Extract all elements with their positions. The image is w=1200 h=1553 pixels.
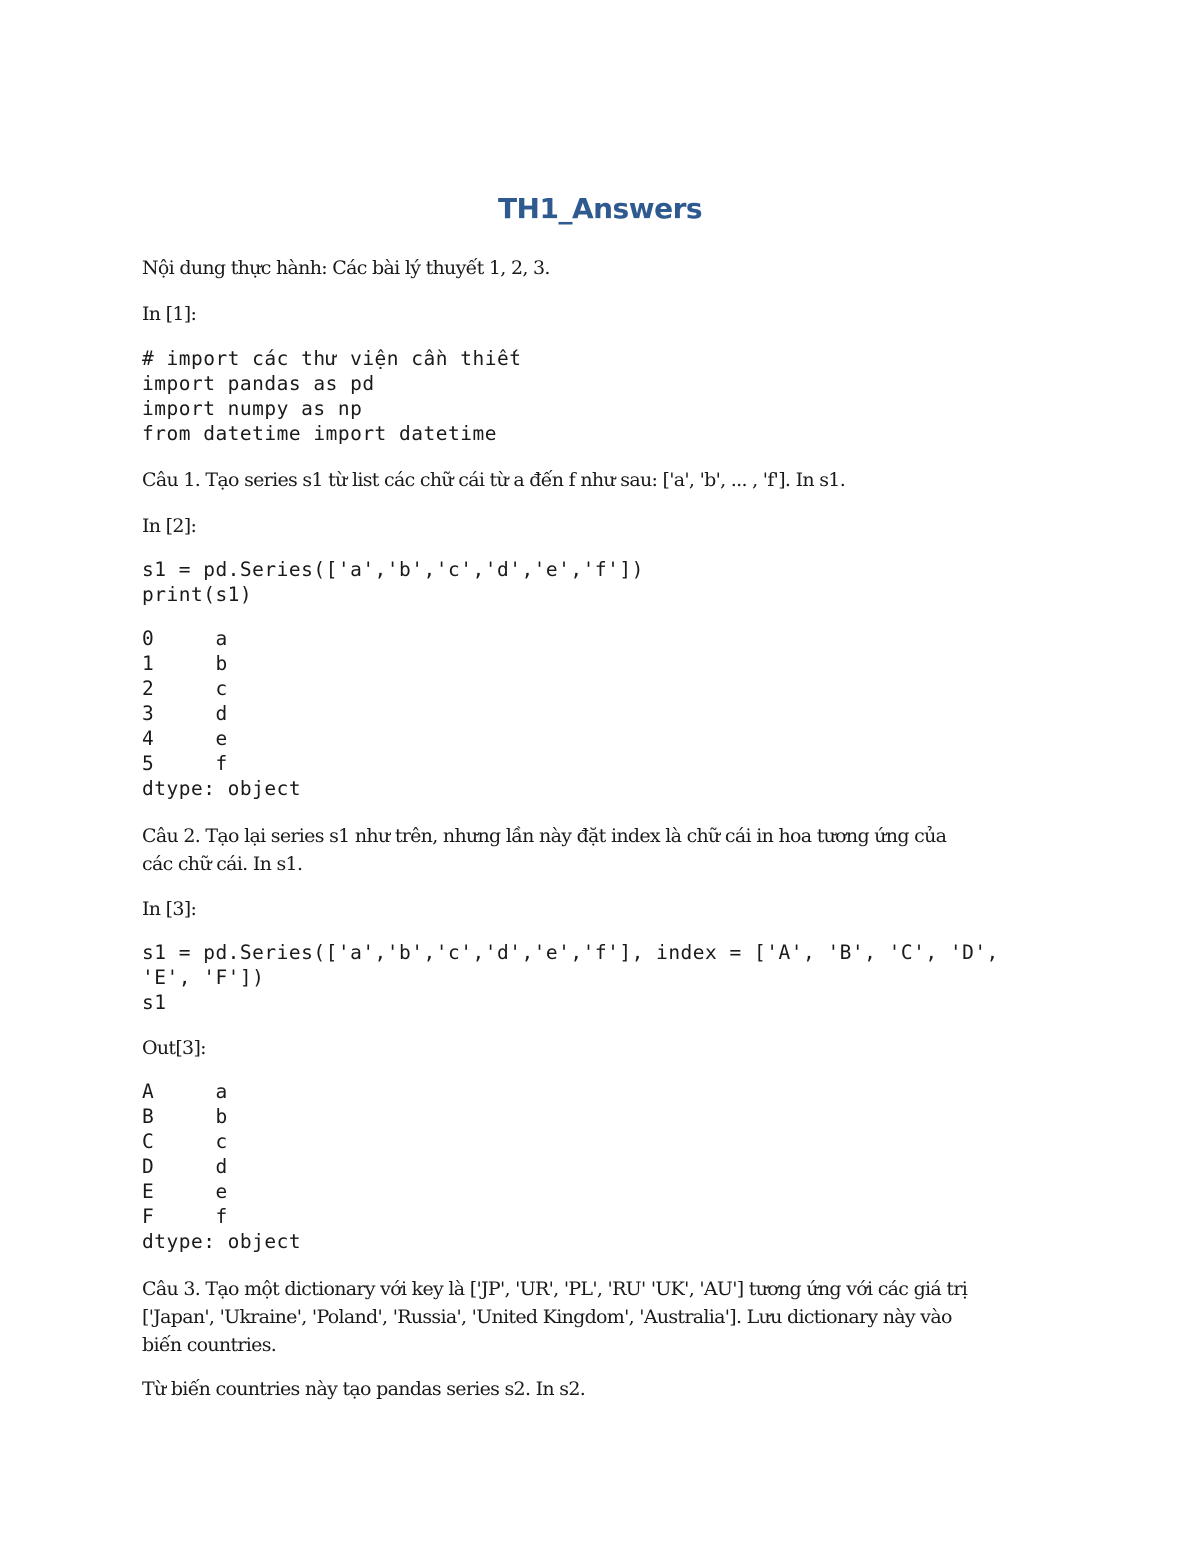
intro-text: Nội dung thực hành: Các bài lý thuyết 1, 2, 3. (142, 257, 550, 279)
output-label-3: Out[3]: (142, 1037, 206, 1059)
code-block-1: # import các thư viện cần thiết import pandas as pd import numpy as np from datetime import datetime (142, 347, 522, 445)
question-2-line-2: các chữ cái. In s1. (142, 853, 303, 875)
document-title: TH1_Answers (497, 192, 703, 225)
input-label-2: In [2]: (142, 515, 197, 537)
output-block-3: A a B b C c D d E e F f dtype: object (142, 1080, 302, 1253)
question-3-line-2: ['Japan', 'Ukraine', 'Poland', 'Russia', 'United Kingdom', 'Australia']. Lưu dictionary này vào (142, 1306, 952, 1328)
code-block-3: s1 = pd.Series(['a','b','c','d','e','f'], index = ['A', 'B', 'C', 'D', 'E', 'F']) s1 (142, 941, 999, 1014)
question-3-line-3: biến countries. (142, 1334, 277, 1356)
question-3-line-1: Câu 3. Tạo một dictionary với key là ['JP', 'UR', 'PL', 'RU' 'UK', 'AU'] tương ứng với các giá trị (142, 1278, 968, 1300)
question-3-part-b: Từ biến countries này tạo pandas series s2. In s2. (142, 1378, 586, 1400)
input-label-1: In [1]: (142, 303, 197, 325)
output-block-2: 0 a 1 b 2 c 3 d 4 e 5 f dtype: object (142, 627, 302, 800)
input-label-3: In [3]: (142, 898, 197, 920)
question-2-line-1: Câu 2. Tạo lại series s1 như trên, nhưng lần này đặt index là chữ cái in hoa tương ứng của (142, 825, 947, 847)
code-block-2: s1 = pd.Series(['a','b','c','d','e','f']) print(s1) (142, 558, 644, 606)
question-1: Câu 1. Tạo series s1 từ list các chữ cái từ a đến f như sau: ['a', 'b', ... , 'f']. In s1. (142, 469, 846, 491)
